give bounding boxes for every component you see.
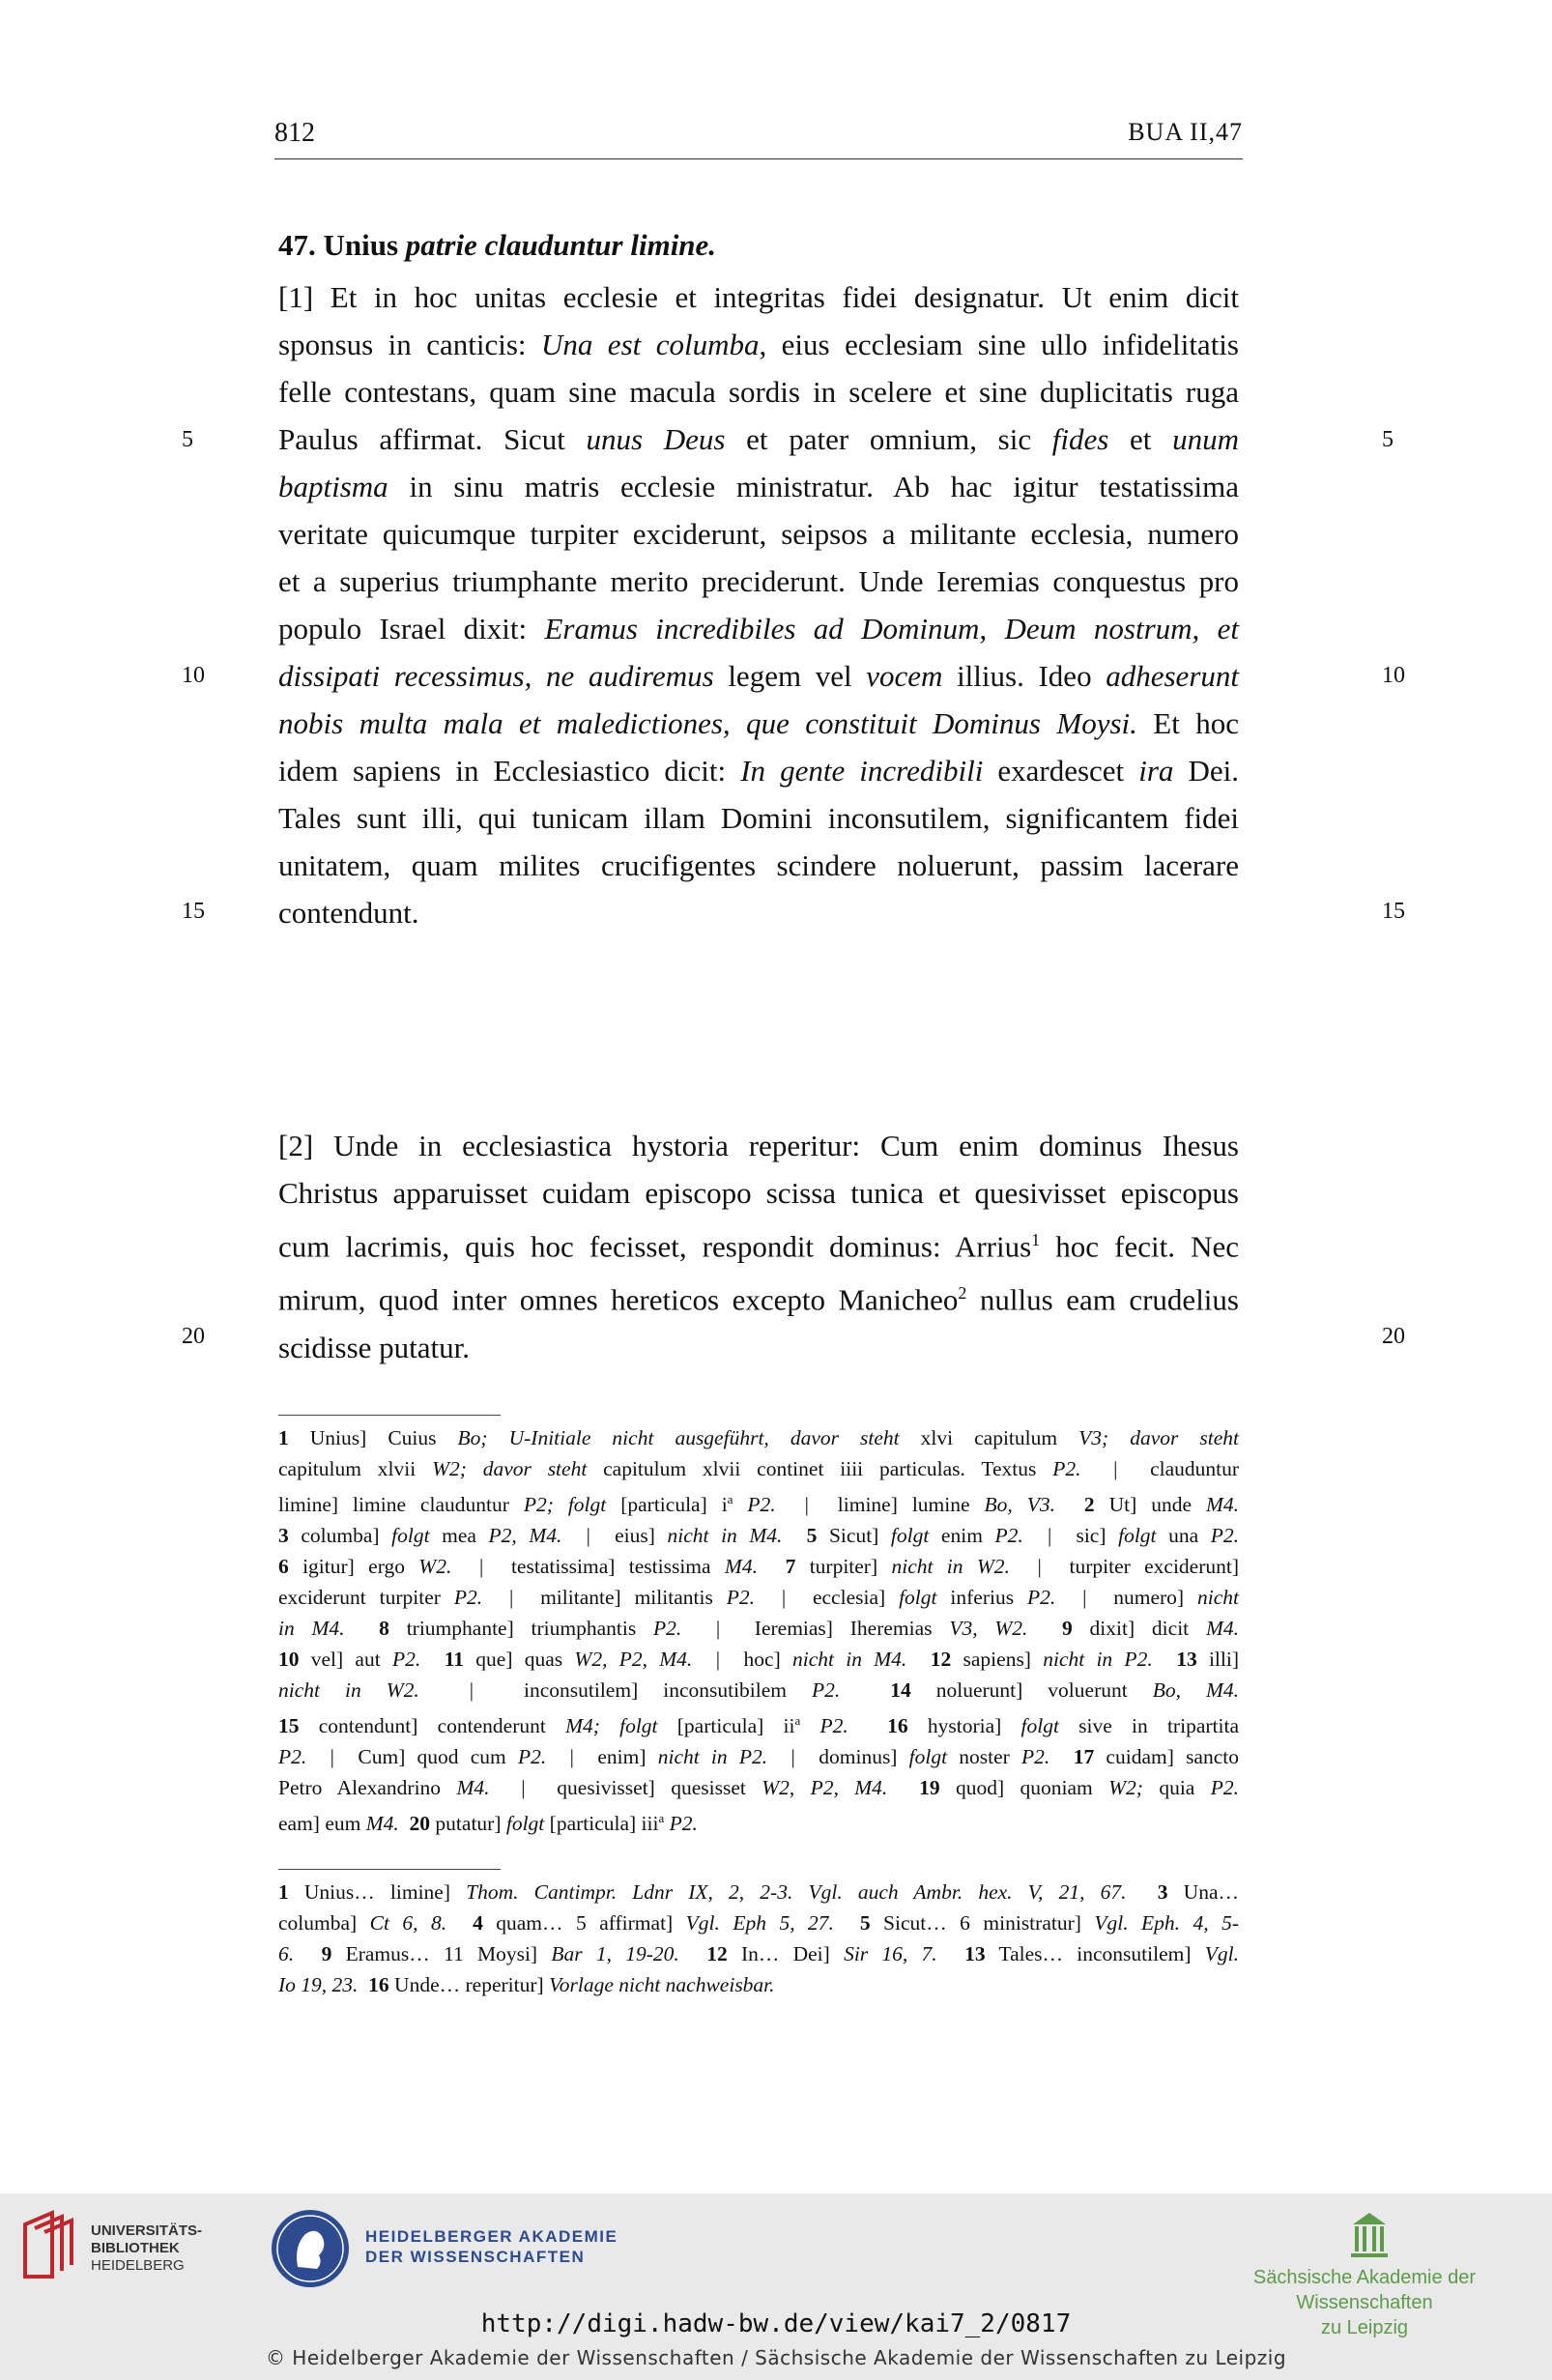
running-head bbox=[274, 114, 1243, 159]
saxon-academy-building-icon bbox=[1349, 2209, 1390, 2259]
academy-name bbox=[365, 2226, 618, 2267]
academy-seal-icon bbox=[269, 2207, 352, 2290]
line-number: 20 bbox=[182, 1324, 205, 1349]
line-number: 5 bbox=[182, 427, 193, 452]
saw-line-2: zu Leipzig bbox=[1320, 2317, 1409, 2338]
chapter-heading: 47. Unius patrie clauduntur limine. bbox=[278, 228, 717, 262]
line-number: 10 bbox=[182, 663, 205, 688]
ub-line-1: UNIVERSITÄTS- bbox=[91, 2222, 203, 2239]
line-number: 15 bbox=[182, 899, 205, 924]
apparatus-rule bbox=[278, 1415, 501, 1416]
main-text-paragraph-1: [1] Et in hoc unitas ecclesie et integritas fidei designatur. Ut enim dicit sponsus in canticis: Una est columba, eius ecclesiam sine ullo infidelitatis felle contestans, quam sine macula sordis in scelere et sine duplicitatis ruga Paulus affirmat. Sicut unus Deus et pater omnium, sic fides et unum baptisma in sinu matris ecclesie ministratur. Ab hac igitur testatissima veritate quicumque turpiter exciderunt, seipsos a militante ecclesia, numero et a superius triumphante merito preciderunt. Unde Ieremias conquestus pro populo Israel dixit: Eramus incredibiles ad Dominum, Deum nostrum, et dissipati recessimus, ne audiremus legem vel vocem illius. Ideo adheserunt nobis multa mala et maledictiones, que constituit Dominus Moysi. Et hoc idem sapiens in Ecclesiastico dicit: In gente incredibili exardescet ira Dei. Tales sunt illi, qui tunicam illam Domini inconsutilem, significantem fidei unitatem, quam milites crucifigentes scindere noluerunt, passim lacerare contendunt. bbox=[278, 280, 1240, 930]
hadw-line-1: HEIDELBERGER AKADEMIE bbox=[365, 2227, 618, 2246]
copyright-notice: © Heidelberger Akademie der Wissenschaften / Sächsische Akademie der Wissenschaften zu Leipzig bbox=[265, 2346, 1287, 2369]
ub-line-3: HEIDELBERG bbox=[91, 2257, 185, 2274]
page-number: 812 bbox=[274, 118, 315, 148]
sources-rule bbox=[278, 1869, 501, 1870]
main-text-paragraph-2: [2] Unde in ecclesiastica hystoria reperitur: Cum enim dominus Ihesus Christus apparuisset cuidam episcopo scissa tunica et quesivisset episcopus cum lacrimis, quis hoc fecisset, respondit dominus: Arrius$^1$ hoc fecit. Nec mirum, quod inter omnes hereticos excepto Manicheo$^2$ nullus eam crudelius scidisse putatur. bbox=[278, 1129, 1239, 1364]
ub-line-2: BIBLIOTHEK bbox=[91, 2240, 180, 2256]
critical-apparatus: 1 Unius] Cuius Bo; U-Initiale nicht ausgeführt, davor steht xlvi capitulum V3; davor steht capitulum xlvii W2; davor steht capitulum xlvii continet iiii particulas. Textus P2. | clauduntur limine] limine clauduntur P2; folgt [particula] $i^a$ P2. | limine] lumine Bo, V3. 2 Ut] unde M4. 3 columba] folgt mea P2, M4. | eius] nicht in M4. 5 Sicut] folgt enim P2. | sic] folgt una P2. 6 igitur] ergo W2. | testatissima] testissima M4. 7 turpiter] nicht in W2. | turpiter exciderunt] exciderunt turpiter P2. | militante] militantis P2. | ecclesia] folgt inferius P2. | numero] nicht in M4. 8 triumphante] triumphantis P2. | Ieremias] Iheremias V3, W2. 9 dixit] dicit M4. 10 vel] aut P2. 11 que] quas W2, P2, M4. | hoc] nicht in M4. 12 sapiens] nicht in P2. 13 illi] nicht in W2. | inconsutilem] inconsutibilem P2. 14 noluerunt] voluerunt Bo, M4. 15 contendunt] contenderunt M4; folgt [particula] $ii^a$ P2. 16 hystoria] folgt sive in tripartita P2. | Cum] quod cum P2. | enim] nicht in P2. | dominus] folgt noster P2. 17 cuidam] sancto Petro Alexandrino M4. | quesivisset] quesisset W2, P2, M4. 19 quod] quoniam W2; quia P2. eam] eum M4. 20 putatur] folgt [particula] iii$^a$ P2. bbox=[278, 1426, 1240, 1836]
source-apparatus: 1 Unius… limine] Thom. Cantimpr. Ldnr IX, 2, 2-3. Vgl. auch Ambr. hex. V, 21, 67. 3 Una… columba] Ct 6, 8. 4 quam… 5 affirmat] Vgl. Eph 5, 27. 5 Sicut… 6 ministratur] Vgl. Eph. 4, 5- 6. 9 Eramus… 11 Moysi] Bar 1, 19-20. 12 In… Dei] Sir 16, 7. 13 Tales… inconsutilem] Vgl. Io 19, 23. 16 Unde… reperitur] Vorlage nicht nachweisbar. bbox=[278, 1880, 1240, 1996]
line-number: 5 bbox=[1382, 427, 1394, 452]
line-number: 10 bbox=[1382, 663, 1405, 688]
line-number: 20 bbox=[1382, 1324, 1405, 1349]
university-library-name bbox=[91, 2222, 202, 2275]
running-title: BUA II,47 bbox=[1128, 118, 1243, 146]
hadw-line-2: DER WISSENSCHAFTEN bbox=[365, 2248, 586, 2266]
line-number: 15 bbox=[1382, 899, 1405, 924]
university-library-logo-icon bbox=[15, 2207, 83, 2284]
permalink-url[interactable]: http://digi.hadw-bw.de/view/kai7_2/0817 bbox=[480, 2309, 1072, 2338]
saw-line-1: Sächsische Akademie der Wissenschaften bbox=[1252, 2267, 1477, 2313]
